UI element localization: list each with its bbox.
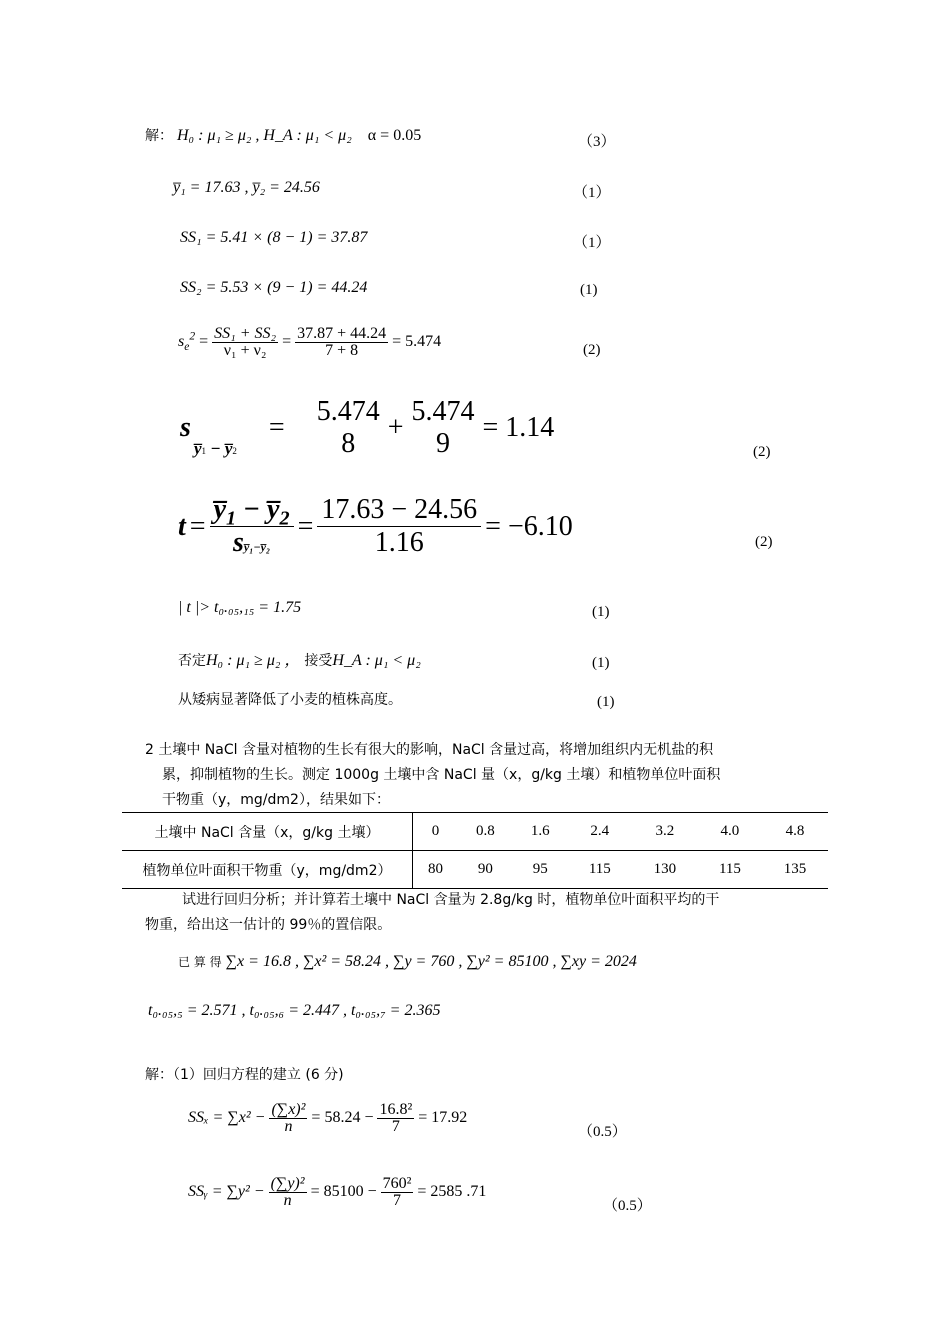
se2-denominator: ν₁ + ν₂ (223, 342, 267, 359)
null-hypothesis: H₀ : μ₁ ≥ μ₂ , (177, 127, 260, 144)
task-text-2: 物重，给出这一估计的 99％的置信限。 (145, 917, 392, 933)
ss2-formula: SS₂ = 5.53 × (9 − 1) = 44.24 (180, 279, 368, 296)
score-ssx: （0.5） (578, 1124, 627, 1140)
sample-means: y̅₁ = 17.63 , y̅₂ = 24.56 (173, 179, 320, 196)
t-critical-values: t₀.₀₅,₅ = 2.571 , t₀.₀₅,₆ = 2.447 , t₀.₀₅,₇ = 2.365 (148, 1002, 441, 1019)
x-cell: 4.0 (698, 813, 762, 851)
alt-hypothesis: H_A : μ₁ < μ₂ (263, 127, 352, 144)
score-hypotheses: （3） (578, 134, 616, 150)
decision-line: 否定H₀ : μ₁ ≥ μ₂ ， 接受H_A : μ₁ < μ₂ (178, 652, 421, 669)
t-comparison: | t |> t₀.₀₅,₁₅ = 1.75 (178, 599, 302, 616)
solution-label: 解： (145, 128, 173, 144)
score-ssy: （0.5） (603, 1198, 652, 1214)
row-y-label: 植物单位叶面积干物重（y，mg/dm2） (122, 851, 413, 889)
se2-numerator: SS₁ + SS₂ (214, 325, 277, 342)
sdiff-num2: 5.474 (411, 396, 475, 427)
sums-values: ∑x = 16.8 , ∑x² = 58.24 , ∑y = 760 , ∑y² = 85100 , ∑xy = 2024 (225, 953, 637, 970)
task-text-1: 试进行回归分析；并计算若土壤中 NaCl 含量为 2.8g/kg 时，植物单位叶面积平均的干 (182, 892, 720, 908)
problem2-text-2: 累，抑制植物的生长。测定 1000g 土壤中含 NaCl 量（x，g/kg 土壤）和植物单位叶面积 (162, 767, 721, 783)
sdiff-den1: 8 (341, 428, 356, 459)
x-cell: 4.8 (762, 813, 828, 851)
y-cell: 115 (698, 851, 762, 889)
score-decision: (1) (592, 655, 610, 671)
x-cell: 3.2 (632, 813, 698, 851)
table-row (122, 851, 828, 889)
data-table (122, 812, 828, 889)
rejected-hypothesis: H₀ : μ₁ ≥ μ₂ ， (206, 652, 301, 669)
problem2-text-3: 干物重（y，mg/dm2），结果如下： (162, 792, 390, 808)
se2-numerator-values: 37.87 + 44.24 (297, 325, 387, 342)
t-statistic: t = $\frac{y̅_1 - y̅_2}{\text{sy̅₁−y̅₂}}$ = $\frac{17.63 - 24.56}{1.16}$ = −6.10 (178, 494, 573, 558)
sdiff-result: = 1.14 (482, 412, 555, 443)
x-cell: 2.4 (568, 813, 632, 851)
t-denominator: 1.16 (374, 527, 424, 558)
score-t: (2) (755, 534, 773, 550)
score-ss2: (1) (580, 282, 598, 298)
conclusion: 从矮病显著降低了小麦的植株高度。 (178, 692, 402, 708)
score-compare: (1) (592, 604, 610, 620)
x-cell: 0 (413, 813, 458, 851)
row-x-label: 土壤中 NaCl 含量（x，g/kg 土壤） (122, 813, 413, 851)
score-conclusion: (1) (597, 694, 615, 710)
pooled-variance: $s_e^2$ = $\frac{\text{SS₁ + SS₂}}{\text{ν₁ + ν₂}}$ = $\frac{37.87 + 44.24}{7 + 8}$ = 5.474 (178, 325, 442, 359)
x-cell: 0.8 (458, 813, 513, 851)
y-cell: 95 (513, 851, 568, 889)
sdiff-den2: 9 (436, 428, 450, 459)
solution2-heading: 解：（1）回归方程的建立 (6 分) (145, 1067, 344, 1083)
y-cell: 135 (762, 851, 828, 889)
alpha-level: α = 0.05 (367, 127, 422, 144)
table-row (122, 813, 828, 851)
t-numerator: 17.63 − 24.56 (317, 494, 481, 527)
ssx-formula: SSₓ = ∑x² − $\frac{\text{(∑x)²}}{n}$ = 58.24 − $\frac{\text{16.8²}}{7}$ = 17.92 (188, 1101, 468, 1135)
accepted-hypothesis: H_A : μ₁ < μ₂ (332, 652, 421, 669)
ssy-result: = 2585 .71 (417, 1183, 487, 1201)
t-result: = −6.10 (485, 510, 573, 542)
se2-denominator-values: 7 + 8 (325, 342, 359, 359)
ssy-formula: SSᵧ = ∑y² − $\frac{\text{(∑y)²}}{n}$ = 85100 − $\frac{\text{760²}}{7}$ = 2585 .71 (188, 1175, 487, 1209)
se2-result: = 5.474 (392, 333, 442, 351)
given-sums: 已 算 得 ∑x = 16.8 , ∑x² = 58.24 , ∑y = 760 , ∑y² = 85100 , ∑xy = 2024 (178, 953, 637, 970)
ssx-result: = 17.92 (418, 1109, 468, 1127)
score-se2: (2) (583, 342, 601, 358)
score-sdiff: (2) (753, 444, 771, 460)
score-means: （1） (573, 185, 611, 201)
sdiff-num1: 5.474 (316, 396, 380, 427)
y-cell: 90 (458, 851, 513, 889)
sdiff-subscript: y̅1 − y̅2 (194, 439, 237, 458)
sdiff-formula: s = 5.474 8 + 5.474 9 = 1.14 (180, 396, 555, 459)
hypotheses-line (145, 128, 421, 144)
problem2-text-1: 2 土壤中 NaCl 含量对植物的生长有很大的影响，NaCl 含量过高，将增加组织内无机盐的积 (145, 742, 714, 758)
x-cell: 1.6 (513, 813, 568, 851)
y-cell: 80 (413, 851, 458, 889)
y-cell: 130 (632, 851, 698, 889)
score-ss1: （1） (573, 235, 611, 251)
ss1-formula: SS₁ = 5.41 × (8 − 1) = 37.87 (180, 229, 368, 246)
y-cell: 115 (568, 851, 632, 889)
